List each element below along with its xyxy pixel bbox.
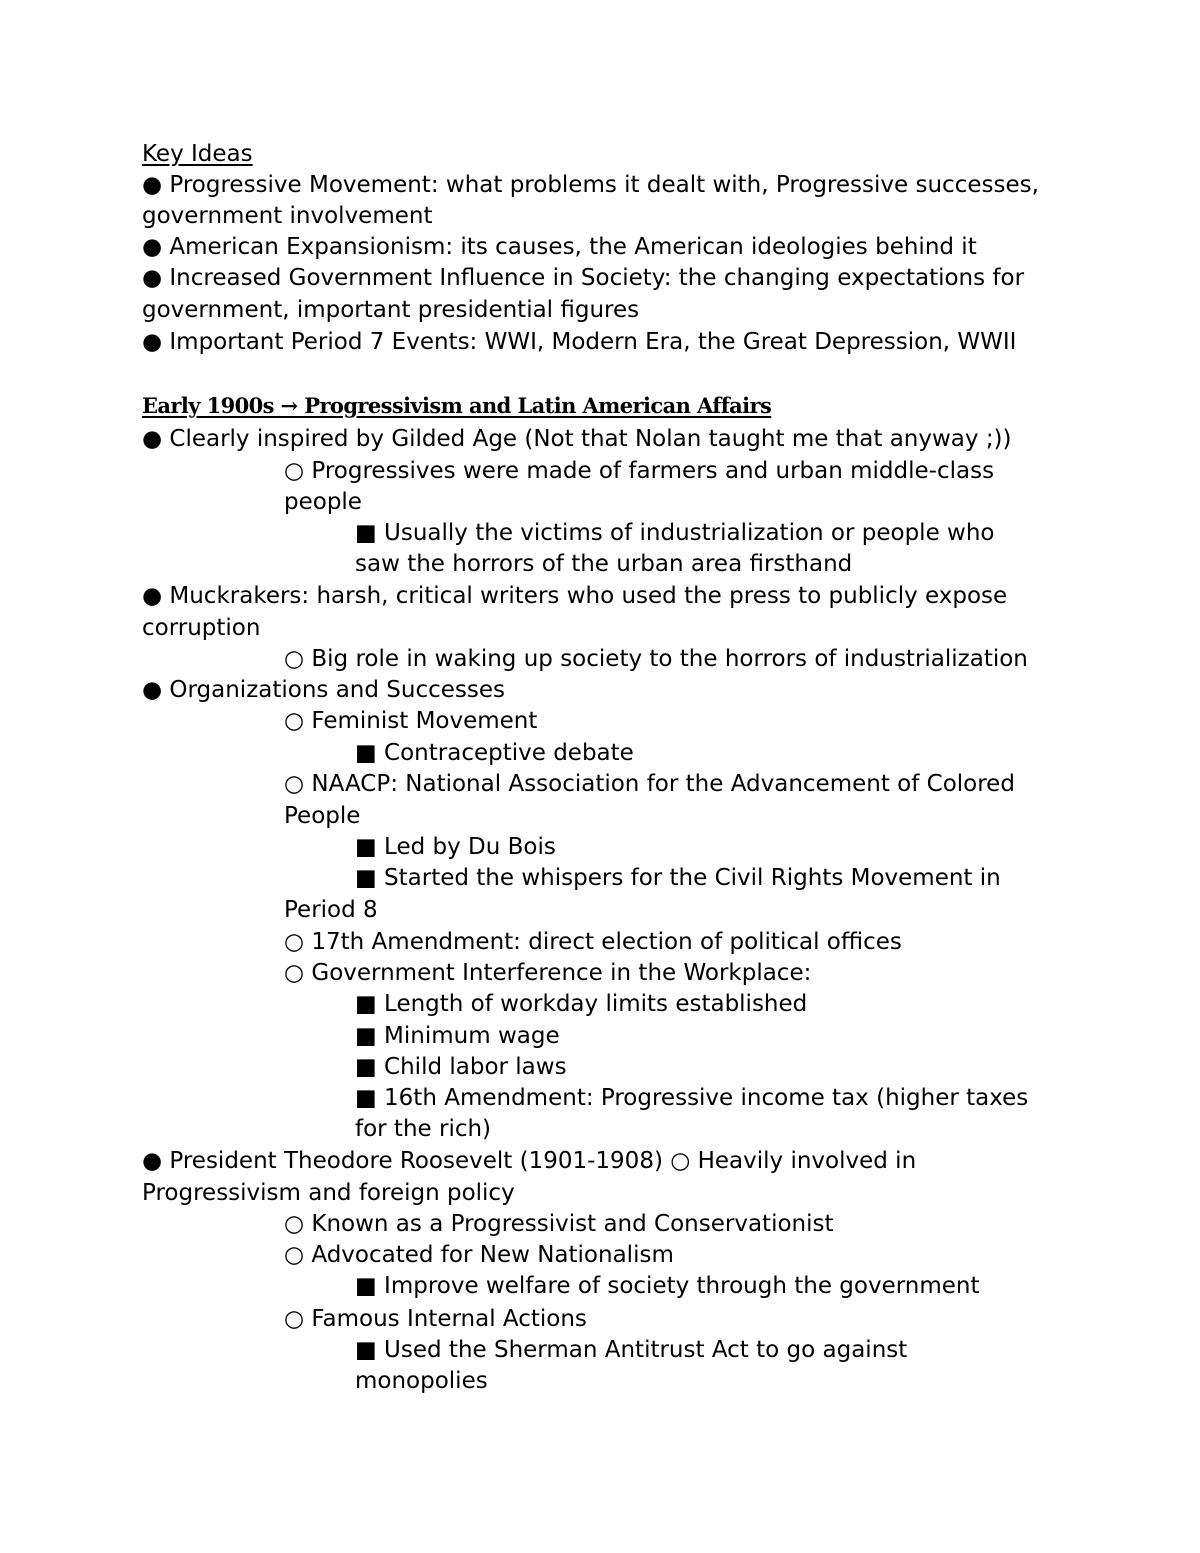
key-idea-line: ● Important Period 7 Events: WWI, Modern Era, the Great Depression, WWII (142, 329, 1017, 355)
bullet-line: corruption (142, 615, 261, 641)
section-heading: Early 1900s → Progressivism and Latin American Affairs (142, 393, 772, 418)
sub-bullet-line: ○ Progressives were made of farmers and urban middle-class (284, 458, 995, 484)
sub-bullet-line: ○ NAACP: National Association for the Advancement of Colored (284, 771, 1015, 797)
sub-bullet-line: ○ 17th Amendment: direct election of political offices (284, 929, 902, 955)
bullet-line: Progressivism and foreign policy (142, 1180, 515, 1206)
sub-sub-bullet-line: saw the horrors of the urban area firsthand (355, 551, 853, 577)
sub-bullet-line: people (284, 489, 362, 515)
sub-bullet-line: ○ Government Interference in the Workplace: (284, 960, 812, 986)
sub-bullet-line: ○ Known as a Progressivist and Conservationist (284, 1211, 834, 1237)
key-idea-line: ● American Expansionism: its causes, the American ideologies behind it (142, 234, 977, 260)
bullet-line: ● President Theodore Roosevelt (1901-1908) ○ Heavily involved in (142, 1148, 917, 1174)
key-idea-line: ● Progressive Movement: what problems it dealt with, Progressive successes, (142, 172, 1039, 198)
sub-sub-bullet-line: ■ Usually the victims of industrialization or people who (355, 520, 995, 546)
sub-bullet-line: ○ Advocated for New Nationalism (284, 1242, 674, 1268)
sub-bullet-line: ○ Big role in waking up society to the horrors of industrialization (284, 646, 1028, 672)
bullet-line: ● Muckrakers: harsh, critical writers who used the press to publicly expose (142, 583, 1008, 609)
sub-bullet-line: Period 8 (284, 897, 378, 923)
sub-sub-bullet-line: ■ Started the whispers for the Civil Rights Movement in (355, 865, 1001, 891)
key-idea-line: ● Increased Government Influence in Society: the changing expectations for (142, 265, 1025, 291)
sub-sub-bullet-line: monopolies (355, 1368, 488, 1394)
sub-bullet-line: People (284, 803, 361, 829)
sub-sub-bullet-line: ■ 16th Amendment: Progressive income tax (higher taxes (355, 1085, 1029, 1111)
key-ideas-heading: Key Ideas (142, 141, 253, 167)
bullet-line: ● Organizations and Successes (142, 677, 506, 703)
bullet-line: ● Clearly inspired by Gilded Age (Not that Nolan taught me that anyway ;)) (142, 426, 1012, 452)
sub-sub-bullet-line: ■ Child labor laws (355, 1054, 567, 1080)
sub-sub-bullet-line: ■ Improve welfare of society through the government (355, 1273, 980, 1299)
sub-bullet-line: ○ Famous Internal Actions (284, 1306, 587, 1332)
sub-sub-bullet-line: ■ Length of workday limits established (355, 991, 808, 1017)
sub-bullet-line: ○ Feminist Movement (284, 708, 538, 734)
sub-sub-bullet-line: ■ Led by Du Bois (355, 834, 556, 860)
sub-sub-bullet-line: for the rich) (355, 1116, 492, 1142)
sub-sub-bullet-line: ■ Minimum wage (355, 1023, 560, 1049)
key-idea-line: government, important presidential figures (142, 297, 640, 323)
sub-sub-bullet-line: ■ Used the Sherman Antitrust Act to go against (355, 1337, 908, 1363)
sub-sub-bullet-line: ■ Contraceptive debate (355, 740, 634, 766)
key-idea-line: government involvement (142, 203, 433, 229)
